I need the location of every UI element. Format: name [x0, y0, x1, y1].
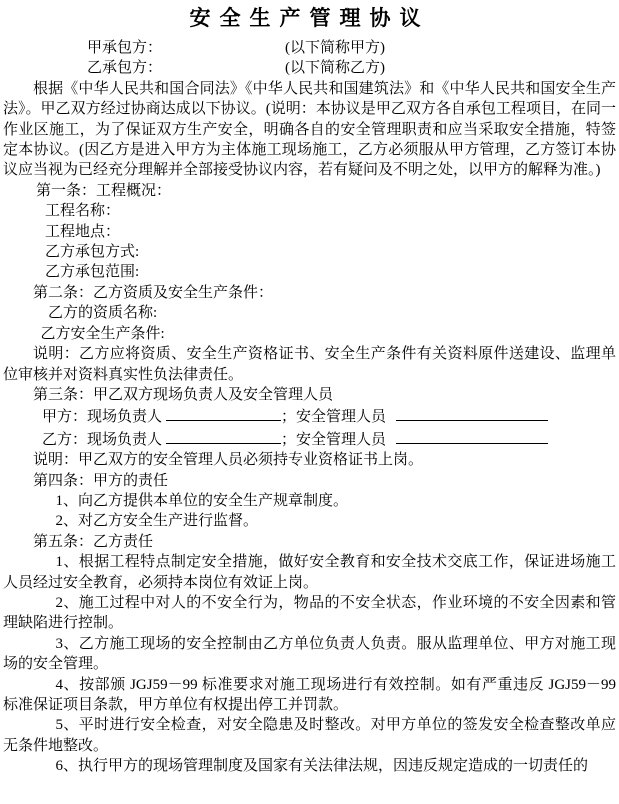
- safety-manager-label: ；安全管理人员: [281, 431, 387, 448]
- article4-items: [3, 491, 616, 532]
- article5-heading: 第五条：乙方责任: [33, 533, 154, 550]
- article3-note: 说明：甲乙双方的安全管理人员必须持专业资格证书上岗。: [33, 452, 424, 469]
- fill-in-blank-line: [166, 405, 281, 421]
- article2-note: 说明：乙方应将资质、安全生产资格证书、安全生产条件有关资料原件送建设、监理单位审核并对资料真实性负法律责任。: [3, 346, 616, 383]
- qualification-label: 乙方的资质名称:: [48, 305, 158, 322]
- article5-items: [3, 552, 616, 776]
- party-lines: [3, 38, 616, 79]
- fill-in-blank-line: [396, 405, 548, 421]
- party-line: [3, 58, 616, 78]
- article4-heading: 第四条：甲方的责任: [33, 472, 169, 489]
- site-leader-label: 甲方：现场负责人: [42, 409, 163, 426]
- document-title: 安全生产管理协议: [189, 6, 430, 30]
- party-short-note: (以下简称乙方): [285, 60, 385, 77]
- article1-heading: 第一条：工程概况：: [36, 182, 172, 199]
- safety-manager-label: ；安全管理人员: [281, 409, 387, 426]
- clause-item: 2、施工过程中对人的不安全行为，物品的不安全状态，作业环境的不安全因素和管理缺陷进行控制。: [3, 594, 616, 632]
- fill-in-blank-line: [396, 428, 548, 444]
- clause-item: 1、向乙方提供本单位的安全生产规章制度。: [55, 492, 349, 509]
- party-line: [3, 38, 616, 58]
- clause-item: 2、对乙方安全生产进行监督。: [55, 513, 259, 530]
- responsible-person-row: [3, 428, 616, 450]
- responsible-person-row: [3, 405, 616, 427]
- clause-item: 5、平时进行安全检查，对安全隐患及时整改。对甲方单位的签发安全检查整改单应无条件地整改。: [3, 717, 616, 754]
- party-short-note: (以下简称甲方): [285, 40, 385, 56]
- article2-heading: 第二条：乙方资质及安全生产条件：: [33, 284, 274, 301]
- clause-item: 1、根据工程特点制定安全措施，做好安全教育和安全技术交底工作，保证进场施工人员经过安全教育，必须持本岗位有效证上岗。: [3, 554, 616, 591]
- article1-items: [3, 201, 616, 283]
- clause-item: 6、执行甲方的现场管理制度及国家有关法律法规，因违反规定造成的一切责任的: [55, 758, 589, 775]
- project-field-label: 乙方承包范围:: [45, 264, 140, 281]
- clause-item: 4、按部颁 JGJ59－99 标准要求对施工现场进行有效控制。如有严重违反 JGJ59－99 标准保证项目条款，甲方单位有权提出停工并罚款。: [3, 676, 616, 713]
- project-field-label: 乙方承包方式:: [45, 244, 140, 261]
- party-label: 乙承包方：: [87, 60, 163, 77]
- project-field-label: 工程名称：: [45, 203, 121, 220]
- fill-in-blank-line: [166, 428, 281, 444]
- clause-item: 3、乙方施工现场的安全控制由乙方单位负责人负责。服从监理单位、甲方对施工现场的安全管理。: [3, 635, 616, 673]
- article3-heading: 第三条：甲乙双方现场负责人及安全管理人员: [33, 386, 334, 403]
- party-label: 甲承包方：: [87, 40, 163, 56]
- safety-condition-label: 乙方安全生产条件:: [40, 325, 165, 342]
- preamble-paragraph: 根据《中华人民共和国合同法》《中华人民共和国建筑法》和《中华人民共和国安全生产法》。甲乙双方经过协商达成以下协议。(说明：本协议是甲乙双方各自承包工程项目，在同一作业区施工，为了保证双方生产安全，明确各自的安全管理职责和应当采取安全措施，特签定本协议。(因乙方是进入甲方为主体施工现场施工，乙方必须服从甲方管理，乙方签订本协议应当视为已经充分理解并全部接受协议内容，若有疑问及不明之处，以甲方的解释为准。): [3, 80, 616, 179]
- site-leader-label: 乙方：现场负责人: [42, 431, 163, 448]
- project-field-label: 工程地点：: [45, 223, 121, 240]
- responsible-person-rows: [3, 405, 616, 450]
